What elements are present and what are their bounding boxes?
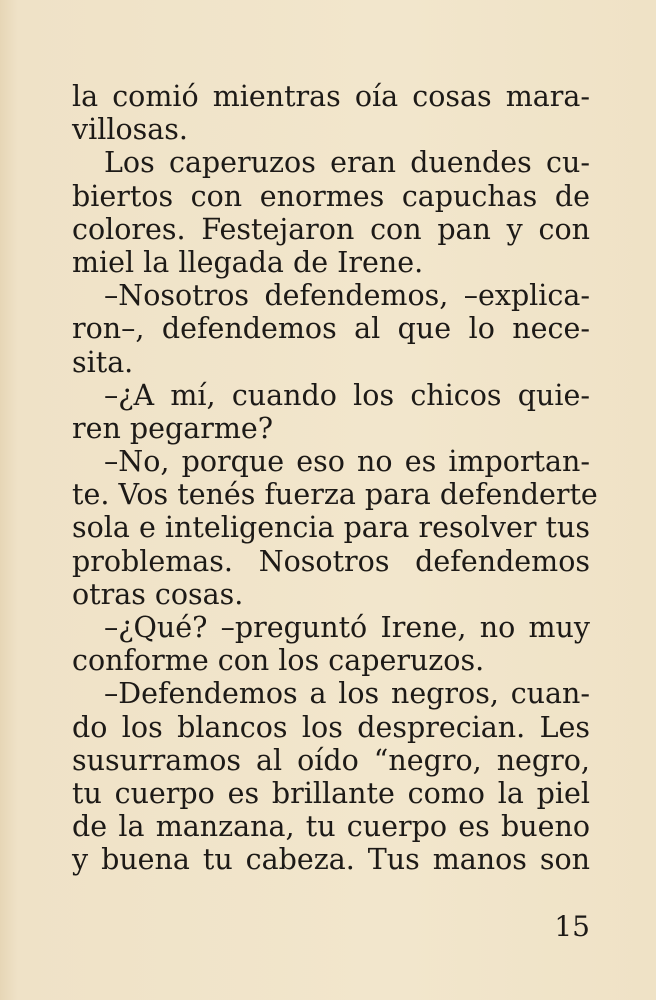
text-line: problemas. Nosotros defendemos [72,544,590,578]
text-line: –¿A mí, cuando los chicos quie- [104,378,590,412]
text-line: conforme con los caperuzos. [72,644,485,678]
text-line: –No, porque eso no es importan- [104,445,590,479]
text-line: –Defendemos a los negros, cuan- [104,677,590,711]
text-line: miel la llegada de Irene. [72,245,424,279]
text-line: sita. [72,345,134,379]
text-line: tu cuerpo es brillante como la piel [72,776,590,810]
text-line: ren pegarme? [72,411,274,445]
page-number: 15 [554,910,590,943]
text-line: la comió mientras oía cosas mara- [72,80,590,113]
text-line: susurramos al oído “negro, negro, [72,743,590,777]
text-line: sola e inteligencia para resolver tus [72,511,590,545]
text-line: ron–, defendemos al que lo nece- [72,312,590,346]
body-text [72,80,598,877]
text-line: colores. Festejaron con pan y con [72,212,590,246]
text-line: de la manzana, tu cuerpo es bueno [72,810,590,844]
text-line: otras cosas. [72,577,244,611]
text-line: Los caperuzos eran duendes cu- [104,146,590,180]
text-line: biertos con enormes capuchas de [72,179,590,213]
text-line: –Nosotros defendemos, –explica- [104,279,590,313]
text-line: villosas. [72,113,188,147]
text-line: y buena tu cabeza. Tus manos son [72,843,590,877]
text-line: –¿Qué? –preguntó Irene, no muy [104,611,590,644]
text-line: te. Vos tenés fuerza para defenderte [72,478,598,512]
text-line: do los blancos los desprecian. Les [72,710,590,744]
